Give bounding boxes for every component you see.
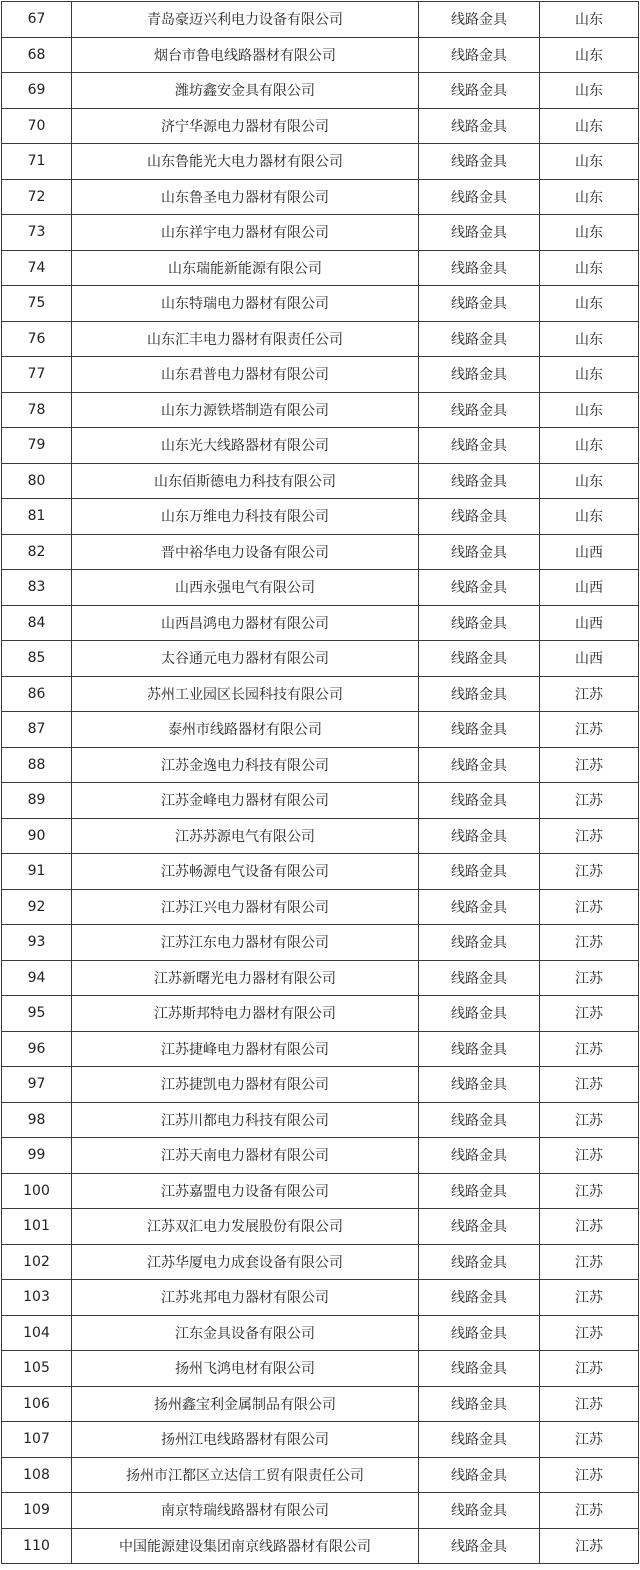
province-cell: 江苏 bbox=[540, 1173, 639, 1209]
row-number-cell: 83 bbox=[2, 570, 72, 606]
row-number-cell: 93 bbox=[2, 925, 72, 961]
company-name-cell: 潍坊鑫安金具有限公司 bbox=[72, 73, 419, 109]
table-row bbox=[2, 1244, 639, 1280]
province-cell: 江苏 bbox=[540, 1528, 639, 1564]
company-name-cell: 晋中裕华电力设备有限公司 bbox=[72, 534, 419, 570]
table-row bbox=[2, 889, 639, 925]
company-name-cell: 山西永强电气有限公司 bbox=[72, 570, 419, 606]
company-name-cell: 青岛豪迈兴利电力设备有限公司 bbox=[72, 2, 419, 38]
province-cell: 山西 bbox=[540, 605, 639, 641]
table-row bbox=[2, 818, 639, 854]
table-row bbox=[2, 2, 639, 38]
row-number-cell: 78 bbox=[2, 392, 72, 428]
row-number-cell: 80 bbox=[2, 463, 72, 499]
row-number-cell: 68 bbox=[2, 37, 72, 73]
province-cell: 山东 bbox=[540, 463, 639, 499]
province-cell: 山东 bbox=[540, 392, 639, 428]
row-number-cell: 96 bbox=[2, 1031, 72, 1067]
row-number-cell: 94 bbox=[2, 960, 72, 996]
province-cell: 山东 bbox=[540, 499, 639, 535]
category-cell: 线路金具 bbox=[419, 1528, 540, 1564]
row-number-cell: 75 bbox=[2, 286, 72, 322]
company-name-cell: 山东汇丰电力器材有限责任公司 bbox=[72, 321, 419, 357]
table-row bbox=[2, 783, 639, 819]
company-name-cell: 江苏川都电力科技有限公司 bbox=[72, 1102, 419, 1138]
table-row bbox=[2, 357, 639, 393]
company-name-cell: 泰州市线路器材有限公司 bbox=[72, 712, 419, 748]
table-row bbox=[2, 1209, 639, 1245]
province-cell: 山东 bbox=[540, 321, 639, 357]
province-cell: 江苏 bbox=[540, 1386, 639, 1422]
table-row bbox=[2, 463, 639, 499]
table-row bbox=[2, 534, 639, 570]
table-row bbox=[2, 392, 639, 428]
table-row bbox=[2, 1386, 639, 1422]
company-name-cell: 江苏双汇电力发展股份有限公司 bbox=[72, 1209, 419, 1245]
province-cell: 江苏 bbox=[540, 996, 639, 1032]
row-number-cell: 76 bbox=[2, 321, 72, 357]
row-number-cell: 77 bbox=[2, 357, 72, 393]
row-number-cell: 81 bbox=[2, 499, 72, 535]
category-cell: 线路金具 bbox=[419, 1457, 540, 1493]
row-number-cell: 67 bbox=[2, 2, 72, 38]
province-cell: 江苏 bbox=[540, 1351, 639, 1387]
category-cell: 线路金具 bbox=[419, 854, 540, 890]
category-cell: 线路金具 bbox=[419, 534, 540, 570]
row-number-cell: 86 bbox=[2, 676, 72, 712]
category-cell: 线路金具 bbox=[419, 321, 540, 357]
company-name-cell: 太谷通元电力器材有限公司 bbox=[72, 641, 419, 677]
province-cell: 江苏 bbox=[540, 960, 639, 996]
province-cell: 江苏 bbox=[540, 1457, 639, 1493]
row-number-cell: 98 bbox=[2, 1102, 72, 1138]
company-name-cell: 济宁华源电力器材有限公司 bbox=[72, 108, 419, 144]
province-cell: 山东 bbox=[540, 286, 639, 322]
table-row bbox=[2, 428, 639, 464]
province-cell: 江苏 bbox=[540, 1315, 639, 1351]
company-name-cell: 江苏金逸电力科技有限公司 bbox=[72, 747, 419, 783]
category-cell: 线路金具 bbox=[419, 463, 540, 499]
table-row bbox=[2, 108, 639, 144]
category-cell: 线路金具 bbox=[419, 357, 540, 393]
supplier-table bbox=[1, 1, 639, 1564]
category-cell: 线路金具 bbox=[419, 570, 540, 606]
table-row bbox=[2, 1457, 639, 1493]
company-name-cell: 扬州市江都区立达信工贸有限责任公司 bbox=[72, 1457, 419, 1493]
category-cell: 线路金具 bbox=[419, 1386, 540, 1422]
table-row bbox=[2, 73, 639, 109]
province-cell: 山西 bbox=[540, 534, 639, 570]
table-row bbox=[2, 1528, 639, 1564]
company-name-cell: 江苏江东电力器材有限公司 bbox=[72, 925, 419, 961]
table-row bbox=[2, 1102, 639, 1138]
category-cell: 线路金具 bbox=[419, 73, 540, 109]
table-row bbox=[2, 1138, 639, 1174]
category-cell: 线路金具 bbox=[419, 286, 540, 322]
table-row bbox=[2, 747, 639, 783]
category-cell: 线路金具 bbox=[419, 1209, 540, 1245]
province-cell: 江苏 bbox=[540, 676, 639, 712]
table-row bbox=[2, 1280, 639, 1316]
row-number-cell: 87 bbox=[2, 712, 72, 748]
category-cell: 线路金具 bbox=[419, 1102, 540, 1138]
province-cell: 江苏 bbox=[540, 1102, 639, 1138]
row-number-cell: 109 bbox=[2, 1493, 72, 1529]
row-number-cell: 69 bbox=[2, 73, 72, 109]
category-cell: 线路金具 bbox=[419, 783, 540, 819]
table-row bbox=[2, 854, 639, 890]
company-name-cell: 苏州工业园区长园科技有限公司 bbox=[72, 676, 419, 712]
table-row bbox=[2, 570, 639, 606]
row-number-cell: 97 bbox=[2, 1067, 72, 1103]
company-name-cell: 中国能源建设集团南京线路器材有限公司 bbox=[72, 1528, 419, 1564]
company-name-cell: 扬州江电线路器材有限公司 bbox=[72, 1422, 419, 1458]
company-name-cell: 扬州飞鸿电材有限公司 bbox=[72, 1351, 419, 1387]
table-row bbox=[2, 144, 639, 180]
category-cell: 线路金具 bbox=[419, 818, 540, 854]
row-number-cell: 79 bbox=[2, 428, 72, 464]
row-number-cell: 91 bbox=[2, 854, 72, 890]
category-cell: 线路金具 bbox=[419, 1280, 540, 1316]
category-cell: 线路金具 bbox=[419, 428, 540, 464]
province-cell: 江苏 bbox=[540, 1280, 639, 1316]
province-cell: 江苏 bbox=[540, 1422, 639, 1458]
category-cell: 线路金具 bbox=[419, 1031, 540, 1067]
company-name-cell: 江苏华厦电力成套设备有限公司 bbox=[72, 1244, 419, 1280]
province-cell: 山东 bbox=[540, 428, 639, 464]
company-name-cell: 山东鲁圣电力器材有限公司 bbox=[72, 179, 419, 215]
province-cell: 江苏 bbox=[540, 818, 639, 854]
row-number-cell: 103 bbox=[2, 1280, 72, 1316]
category-cell: 线路金具 bbox=[419, 144, 540, 180]
table-row bbox=[2, 676, 639, 712]
province-cell: 山东 bbox=[540, 357, 639, 393]
category-cell: 线路金具 bbox=[419, 712, 540, 748]
table-row bbox=[2, 37, 639, 73]
company-name-cell: 山西昌鸿电力器材有限公司 bbox=[72, 605, 419, 641]
row-number-cell: 95 bbox=[2, 996, 72, 1032]
company-name-cell: 扬州鑫宝利金属制品有限公司 bbox=[72, 1386, 419, 1422]
row-number-cell: 107 bbox=[2, 1422, 72, 1458]
company-name-cell: 山东瑞能新能源有限公司 bbox=[72, 250, 419, 286]
category-cell: 线路金具 bbox=[419, 996, 540, 1032]
table-row bbox=[2, 1493, 639, 1529]
province-cell: 江苏 bbox=[540, 712, 639, 748]
category-cell: 线路金具 bbox=[419, 889, 540, 925]
province-cell: 江苏 bbox=[540, 1067, 639, 1103]
table-row bbox=[2, 1315, 639, 1351]
category-cell: 线路金具 bbox=[419, 250, 540, 286]
company-name-cell: 南京特瑞线路器材有限公司 bbox=[72, 1493, 419, 1529]
category-cell: 线路金具 bbox=[419, 1422, 540, 1458]
category-cell: 线路金具 bbox=[419, 1067, 540, 1103]
table-row bbox=[2, 925, 639, 961]
table-row bbox=[2, 641, 639, 677]
province-cell: 山东 bbox=[540, 250, 639, 286]
category-cell: 线路金具 bbox=[419, 1493, 540, 1529]
row-number-cell: 105 bbox=[2, 1351, 72, 1387]
category-cell: 线路金具 bbox=[419, 960, 540, 996]
row-number-cell: 85 bbox=[2, 641, 72, 677]
table-row bbox=[2, 1422, 639, 1458]
table-row bbox=[2, 321, 639, 357]
row-number-cell: 71 bbox=[2, 144, 72, 180]
company-name-cell: 山东万维电力科技有限公司 bbox=[72, 499, 419, 535]
company-name-cell: 烟台市鲁电线路器材有限公司 bbox=[72, 37, 419, 73]
province-cell: 山西 bbox=[540, 641, 639, 677]
company-name-cell: 江苏捷峰电力器材有限公司 bbox=[72, 1031, 419, 1067]
table-row bbox=[2, 250, 639, 286]
table-body bbox=[2, 2, 639, 1564]
province-cell: 江苏 bbox=[540, 1209, 639, 1245]
row-number-cell: 70 bbox=[2, 108, 72, 144]
company-name-cell: 江苏嘉盟电力设备有限公司 bbox=[72, 1173, 419, 1209]
category-cell: 线路金具 bbox=[419, 605, 540, 641]
row-number-cell: 106 bbox=[2, 1386, 72, 1422]
province-cell: 山东 bbox=[540, 37, 639, 73]
row-number-cell: 74 bbox=[2, 250, 72, 286]
province-cell: 江苏 bbox=[540, 1493, 639, 1529]
row-number-cell: 99 bbox=[2, 1138, 72, 1174]
table-row bbox=[2, 960, 639, 996]
category-cell: 线路金具 bbox=[419, 2, 540, 38]
company-name-cell: 山东君普电力器材有限公司 bbox=[72, 357, 419, 393]
company-name-cell: 江苏江兴电力器材有限公司 bbox=[72, 889, 419, 925]
province-cell: 山东 bbox=[540, 215, 639, 251]
company-name-cell: 山东力源铁塔制造有限公司 bbox=[72, 392, 419, 428]
category-cell: 线路金具 bbox=[419, 1351, 540, 1387]
company-name-cell: 山东祥宇电力器材有限公司 bbox=[72, 215, 419, 251]
province-cell: 山东 bbox=[540, 73, 639, 109]
company-name-cell: 山东鲁能光大电力器材有限公司 bbox=[72, 144, 419, 180]
category-cell: 线路金具 bbox=[419, 1173, 540, 1209]
province-cell: 江苏 bbox=[540, 925, 639, 961]
category-cell: 线路金具 bbox=[419, 215, 540, 251]
row-number-cell: 89 bbox=[2, 783, 72, 819]
row-number-cell: 90 bbox=[2, 818, 72, 854]
table-row bbox=[2, 996, 639, 1032]
province-cell: 山西 bbox=[540, 570, 639, 606]
category-cell: 线路金具 bbox=[419, 747, 540, 783]
company-name-cell: 山东特瑞电力器材有限公司 bbox=[72, 286, 419, 322]
category-cell: 线路金具 bbox=[419, 676, 540, 712]
row-number-cell: 102 bbox=[2, 1244, 72, 1280]
province-cell: 山东 bbox=[540, 144, 639, 180]
row-number-cell: 92 bbox=[2, 889, 72, 925]
province-cell: 山东 bbox=[540, 2, 639, 38]
province-cell: 江苏 bbox=[540, 747, 639, 783]
table-row bbox=[2, 1351, 639, 1387]
row-number-cell: 101 bbox=[2, 1209, 72, 1245]
row-number-cell: 72 bbox=[2, 179, 72, 215]
table-row bbox=[2, 1173, 639, 1209]
category-cell: 线路金具 bbox=[419, 1244, 540, 1280]
table-row bbox=[2, 286, 639, 322]
category-cell: 线路金具 bbox=[419, 392, 540, 428]
province-cell: 山东 bbox=[540, 108, 639, 144]
row-number-cell: 104 bbox=[2, 1315, 72, 1351]
category-cell: 线路金具 bbox=[419, 108, 540, 144]
company-name-cell: 江苏苏源电气有限公司 bbox=[72, 818, 419, 854]
row-number-cell: 82 bbox=[2, 534, 72, 570]
row-number-cell: 110 bbox=[2, 1528, 72, 1564]
category-cell: 线路金具 bbox=[419, 925, 540, 961]
company-name-cell: 江苏捷凯电力器材有限公司 bbox=[72, 1067, 419, 1103]
category-cell: 线路金具 bbox=[419, 499, 540, 535]
table-row bbox=[2, 605, 639, 641]
province-cell: 山东 bbox=[540, 179, 639, 215]
province-cell: 江苏 bbox=[540, 854, 639, 890]
category-cell: 线路金具 bbox=[419, 179, 540, 215]
company-name-cell: 江苏畅源电气设备有限公司 bbox=[72, 854, 419, 890]
company-name-cell: 江苏斯邦特电力器材有限公司 bbox=[72, 996, 419, 1032]
company-name-cell: 山东佰斯德电力科技有限公司 bbox=[72, 463, 419, 499]
company-name-cell: 江苏金峰电力器材有限公司 bbox=[72, 783, 419, 819]
category-cell: 线路金具 bbox=[419, 1138, 540, 1174]
row-number-cell: 73 bbox=[2, 215, 72, 251]
province-cell: 江苏 bbox=[540, 783, 639, 819]
category-cell: 线路金具 bbox=[419, 37, 540, 73]
company-name-cell: 山东光大线路器材有限公司 bbox=[72, 428, 419, 464]
category-cell: 线路金具 bbox=[419, 641, 540, 677]
province-cell: 江苏 bbox=[540, 889, 639, 925]
company-name-cell: 江东金具设备有限公司 bbox=[72, 1315, 419, 1351]
table-row bbox=[2, 1067, 639, 1103]
province-cell: 江苏 bbox=[540, 1031, 639, 1067]
table-row bbox=[2, 499, 639, 535]
province-cell: 江苏 bbox=[540, 1244, 639, 1280]
row-number-cell: 108 bbox=[2, 1457, 72, 1493]
row-number-cell: 88 bbox=[2, 747, 72, 783]
company-name-cell: 江苏新曙光电力器材有限公司 bbox=[72, 960, 419, 996]
table-row bbox=[2, 1031, 639, 1067]
table-row bbox=[2, 179, 639, 215]
row-number-cell: 84 bbox=[2, 605, 72, 641]
category-cell: 线路金具 bbox=[419, 1315, 540, 1351]
row-number-cell: 100 bbox=[2, 1173, 72, 1209]
company-name-cell: 江苏兆邦电力器材有限公司 bbox=[72, 1280, 419, 1316]
table-row bbox=[2, 215, 639, 251]
company-name-cell: 江苏天南电力器材有限公司 bbox=[72, 1138, 419, 1174]
province-cell: 江苏 bbox=[540, 1138, 639, 1174]
table-row bbox=[2, 712, 639, 748]
